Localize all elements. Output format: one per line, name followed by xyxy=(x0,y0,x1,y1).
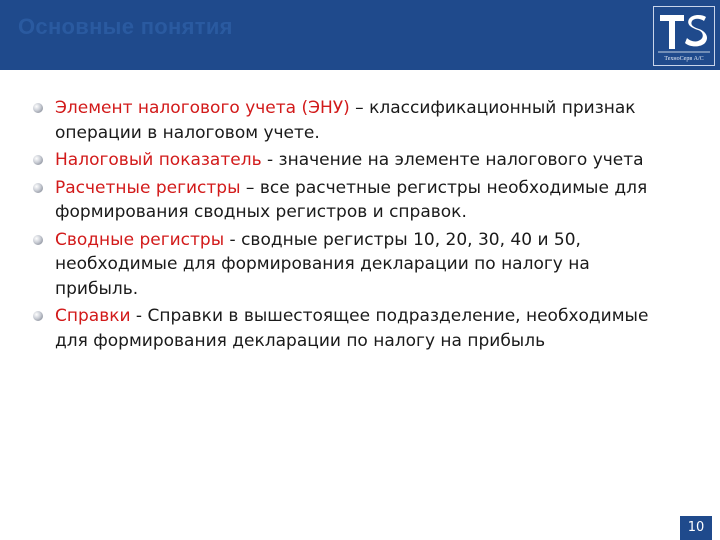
ts-logo-icon xyxy=(654,7,714,55)
list-item xyxy=(30,176,670,225)
bullet-icon xyxy=(33,103,43,113)
bullet-icon xyxy=(33,155,43,165)
bullet-icon xyxy=(33,235,43,245)
logo-caption: ТехноСерв А/С xyxy=(664,56,704,62)
definition: - значение на элементе налогового учета xyxy=(261,150,644,170)
list-item xyxy=(30,148,670,173)
term: Налоговый показатель xyxy=(55,150,262,170)
header-bar xyxy=(0,0,720,70)
list-item xyxy=(30,228,670,302)
page-number: 10 xyxy=(680,516,712,540)
definition: – классификационный признак операции в налоговом учете. xyxy=(55,98,636,143)
term: Расчетные регистры xyxy=(55,177,241,198)
slide-title: Основные понятия xyxy=(18,14,233,39)
term: Справки xyxy=(55,306,131,326)
term: Элемент налогового учета (ЭНУ) xyxy=(55,98,350,118)
definition: – все расчетные регистры необходимые для формирования сводных регистров и справок. xyxy=(55,177,648,222)
bullet-icon xyxy=(33,183,43,193)
definition: - Справки в вышестоящее подразделение, необходимые для формирования декларации по налогу на прибыль xyxy=(55,306,649,351)
term: Сводные регистры xyxy=(55,229,225,250)
list-item xyxy=(30,96,670,145)
company-logo xyxy=(653,6,715,66)
list-item xyxy=(30,304,670,353)
definition: - сводные регистры 10, 20, 30, 40 и 50, необходимые для формирования декларации по налогу на прибыль. xyxy=(55,229,590,299)
bullet-list xyxy=(30,96,670,353)
bullet-icon xyxy=(33,311,43,321)
